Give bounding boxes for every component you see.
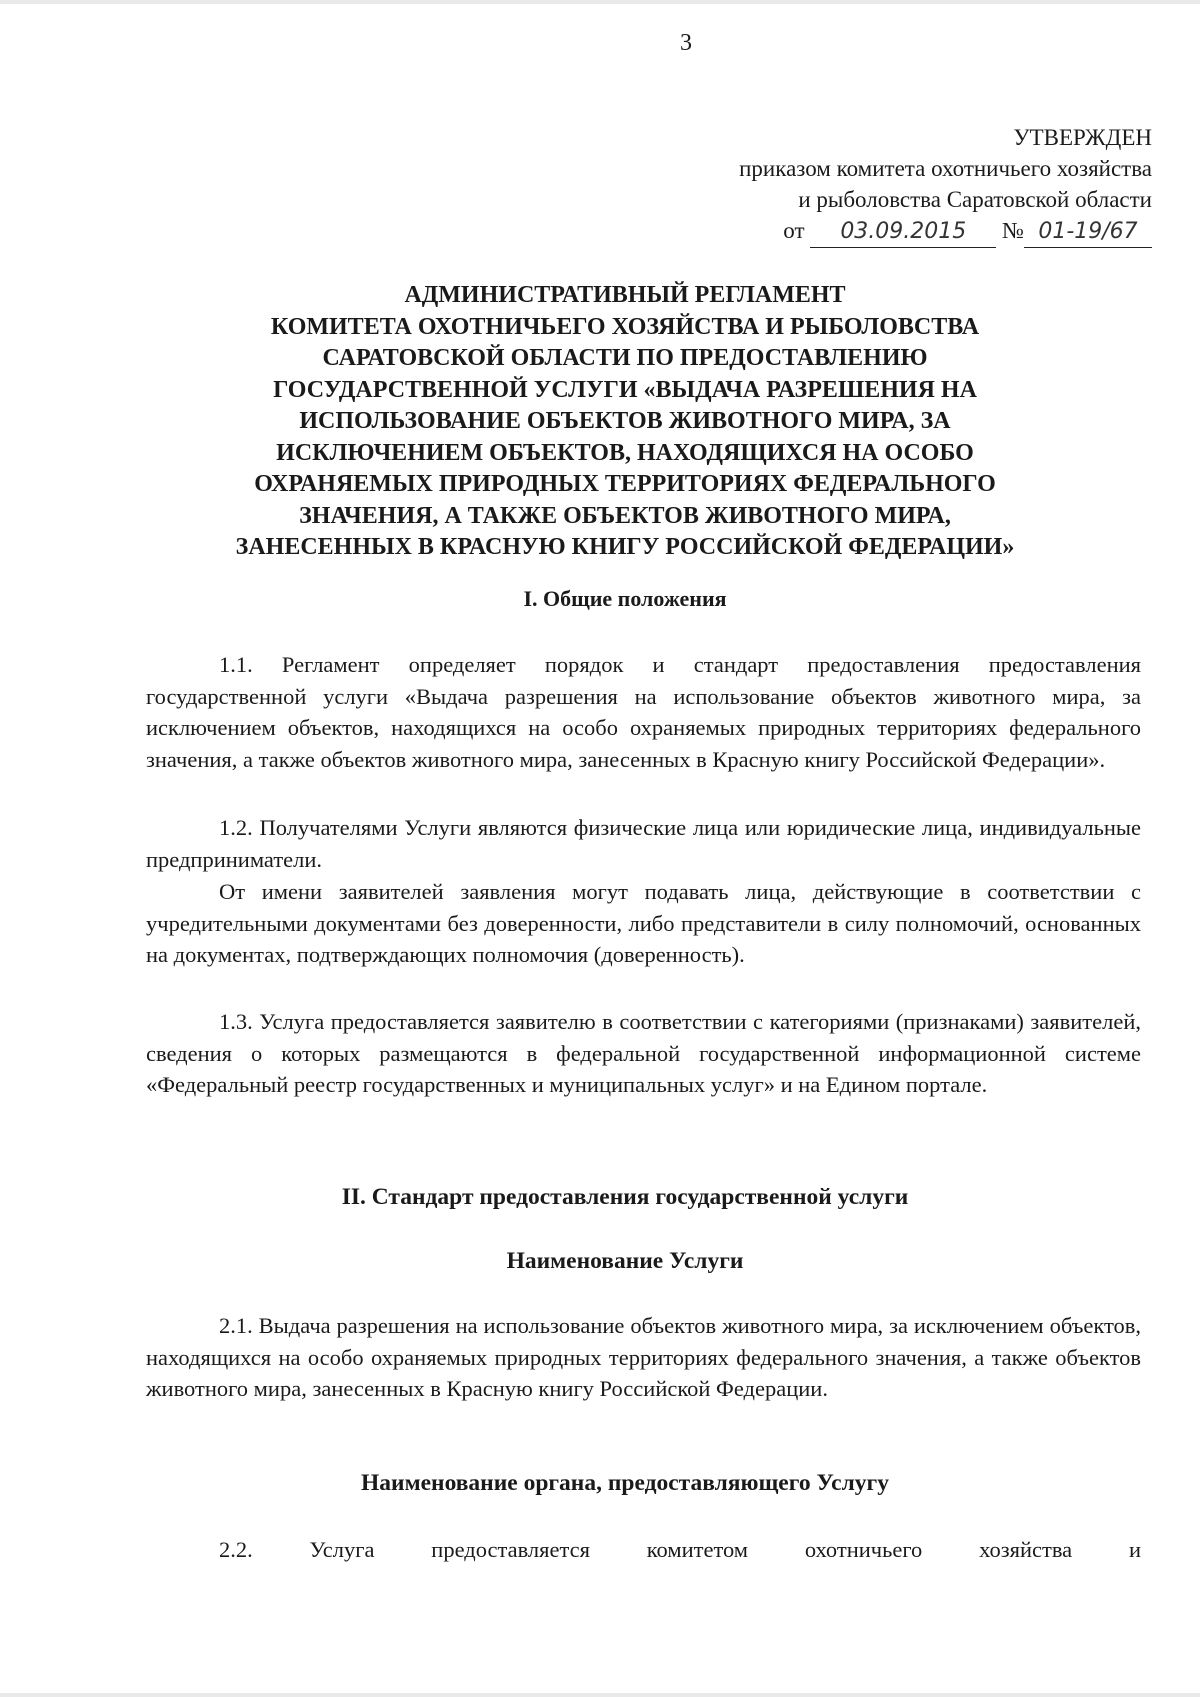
- title-line: ГОСУДАРСТВЕННОЙ УСЛУГИ «ВЫДАЧА РАЗРЕШЕНИЯ НА: [273, 376, 977, 403]
- title-line: ОХРАНЯЕМЫХ ПРИРОДНЫХ ТЕРРИТОРИЯХ ФЕДЕРАЛЬНОГО: [254, 471, 996, 497]
- approval-line-2: и рыболовства Саратовской области: [798, 187, 1152, 212]
- approval-status: УТВЕРЖДЕН: [1013, 125, 1152, 150]
- handwritten-number: 01-19/67: [1024, 216, 1152, 248]
- title-line: САРАТОВСКОЙ ОБЛАСТИ ПО ПРЕДОСТАВЛЕНИЮ: [322, 345, 928, 371]
- paragraph-1-2-representatives: От имени заявителей заявления могут подавать лица, действующие в соответствии с учредительными документами без доверенности, либо представители в силу полномочий, основанных на документах, подтверждающих полномочия (доверенность).: [146, 879, 1141, 967]
- scan-edge-bottom: [0, 1693, 1200, 1697]
- subheading-service-name: Наименование Услуги: [506, 1248, 744, 1274]
- title-line: ЗАНЕСЕННЫХ В КРАСНУЮ КНИГУ РОССИЙСКОЙ ФЕДЕРАЦИИ»: [235, 534, 1015, 560]
- section-1-heading: I. Общие положения: [523, 586, 727, 611]
- approval-date-line: [783, 215, 1152, 248]
- section-2-heading: II. Стандарт предоставления государственной услуги: [341, 1184, 909, 1210]
- paragraph-1-3: 1.3. Услуга предоставляется заявителю в соответствии с категориями (признаками) заявителей, сведения о которых размещаются в федеральной государственной информационной системе «Федеральный реестр государственных и муниципальных услуг» и на Едином портале.: [146, 1009, 1141, 1097]
- document-title: [150, 280, 1100, 564]
- paragraph-1-1: 1.1. Регламент определяет порядок и стандарт предоставления предоставления государственной услуги «Выдача разрешения на использование объектов животного мира, за исключением объектов, находящихся на особо охраняемых природных территориях федерального значения, а также объектов животного мира, занесенных в Красную книгу Российской Федерации».: [146, 652, 1141, 772]
- subheading-provider-name: Наименование органа, предоставляющего Услугу: [361, 1470, 889, 1496]
- scan-edge-top: [0, 0, 1200, 4]
- date-prefix: от: [783, 218, 805, 243]
- title-line: ИСПОЛЬЗОВАНИЕ ОБЪЕКТОВ ЖИВОТНОГО МИРА, ЗА: [299, 408, 951, 434]
- title-line: ИСКЛЮЧЕНИЕМ ОБЪЕКТОВ, НАХОДЯЩИХСЯ НА ОСОБО: [276, 439, 974, 466]
- title-line: КОМИТЕТА ОХОТНИЧЬЕГО ХОЗЯЙСТВА И РЫБОЛОВСТВА: [270, 313, 980, 340]
- title-line: АДМИНИСТРАТИВНЫЙ РЕГЛАМЕНТ: [404, 282, 846, 308]
- paragraph-2-2: 2.2. Услуга предоставляется комитетом охотничьего хозяйства и: [219, 1537, 1141, 1562]
- handwritten-date: 03.09.2015: [810, 216, 996, 248]
- title-line: ЗНАЧЕНИЯ, А ТАКЖЕ ОБЪЕКТОВ ЖИВОТНОГО МИРА,: [299, 502, 951, 529]
- approval-line-1: приказом комитета охотничьего хозяйства: [739, 156, 1152, 181]
- paragraph-1-2: 1.2. Получателями Услуги являются физические лица или юридические лица, индивидуальные предприниматели.: [146, 815, 1141, 872]
- approval-block: [552, 122, 1152, 248]
- number-prefix: №: [1002, 218, 1024, 243]
- page-number: 3: [680, 30, 692, 56]
- paragraph-2-1: 2.1. Выдача разрешения на использование объектов животного мира, за исключением объектов, находящихся на особо охраняемых природных территориях федерального значения, а также объектов животного мира, занесенных в Красную книгу Российской Федерации.: [146, 1313, 1141, 1401]
